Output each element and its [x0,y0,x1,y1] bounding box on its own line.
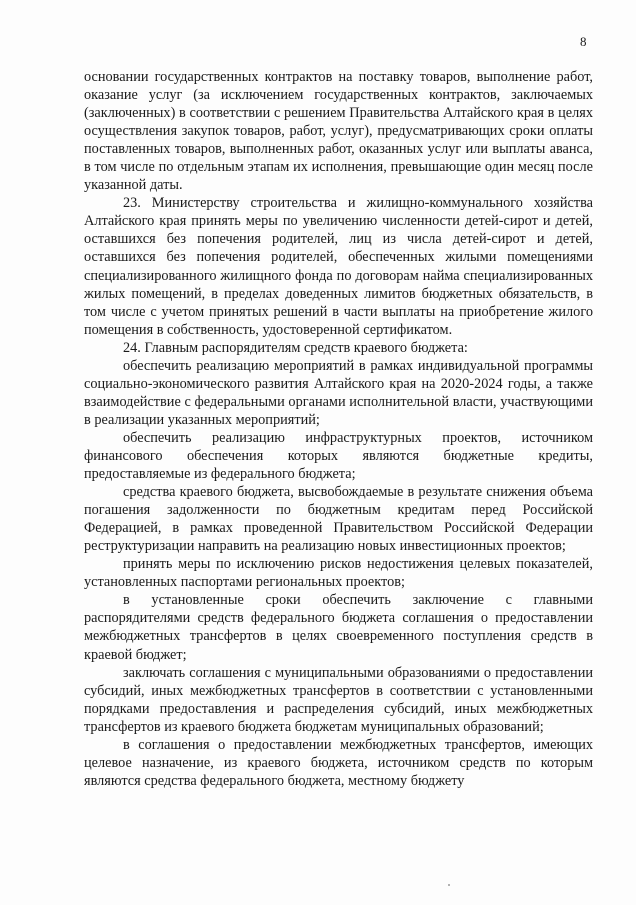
paragraph-subitem: принять меры по исключению рисков недостижения целевых показателей, установленных паспортами региональных проектов; [84,556,593,591]
paragraph-item-24: 24. Главным распорядителям средств краевого бюджета: [123,339,468,356]
paragraph-subitem: заключать соглашения с муниципальными образованиями о предоставлении субсидий, иных межбюджетных трансфертов в соответствии с установленными порядками предоставления и распределения субсидий, иных межбюджетных трансфертов из краевого бюджета бюджетам муниципальных образований; [84,664,593,735]
paragraph-subitem: обеспечить реализацию инфраструктурных проектов, источником финансового обеспечения которых являются бюджетные кредиты, предоставляемые из федерального бюджета; [84,429,593,483]
paragraph-subitem: в установленные сроки обеспечить заключение с главными распорядителями средств федерального бюджета соглашения о предоставлении межбюджетных трансфертов в целях своевременного поступления средств в краевой бюджет; [84,592,593,663]
page-number: 8 [580,34,587,49]
document-body [84,68,593,790]
paragraph-item-23: 23. Министерству строительства и жилищно-коммунального хозяйства Алтайского края принять меры по увеличению численности детей-сирот и детей, оставшихся без попечения родителей, лиц из числа детей-сирот и детей, оставшихся без попечения родителей, обеспеченных жилыми помещениями специализированного жилищного фонда по договорам найма специализированных жилых помещений, в пределах доведенных лимитов бюджетных обязательств, в том числе с учетом принятых решений в части выплаты на приобретение жилого помещения в собственность, удостоверенной сертификатом. [84,195,593,338]
paragraph-subitem: обеспечить реализацию мероприятий в рамках индивидуальной программы социально-экономического развития Алтайского края на 2020-2024 годы, а также взаимодействие с федеральными органами исполнительной власти, участвующими в реализации указанных мероприятий; [84,357,593,428]
paragraph-subitem: средства краевого бюджета, высвобождаемые в результате снижения объема погашения задолженности по бюджетным кредитам перед Российской Федерацией, в рамках проведенной Правительством Российской Федерации реструктуризации направить на реализацию новых инвестиционных проектов; [84,484,593,555]
paragraph-continuation: основании государственных контрактов на поставку товаров, выполнение работ, оказание услуг (за исключением государственных контрактов, заключаемых (заключенных) в соответствии с решением Правительства Алтайского края в целях осуществления закупок товаров, работ, услуг), предусматривающих сроки оплаты поставленных товаров, выполненных работ, оказанных услуг или выплаты аванса, в том числе по отдельным этапам их исполнения, превышающие один месяц после указанной даты. [84,69,593,194]
paragraph-subitem: в соглашения о предоставлении межбюджетных трансфертов, имеющих целевое назначение, из краевого бюджета, источником средств по которым являются средства федерального бюджета, местному бюджету [84,736,593,789]
scan-artifact [448,884,450,886]
